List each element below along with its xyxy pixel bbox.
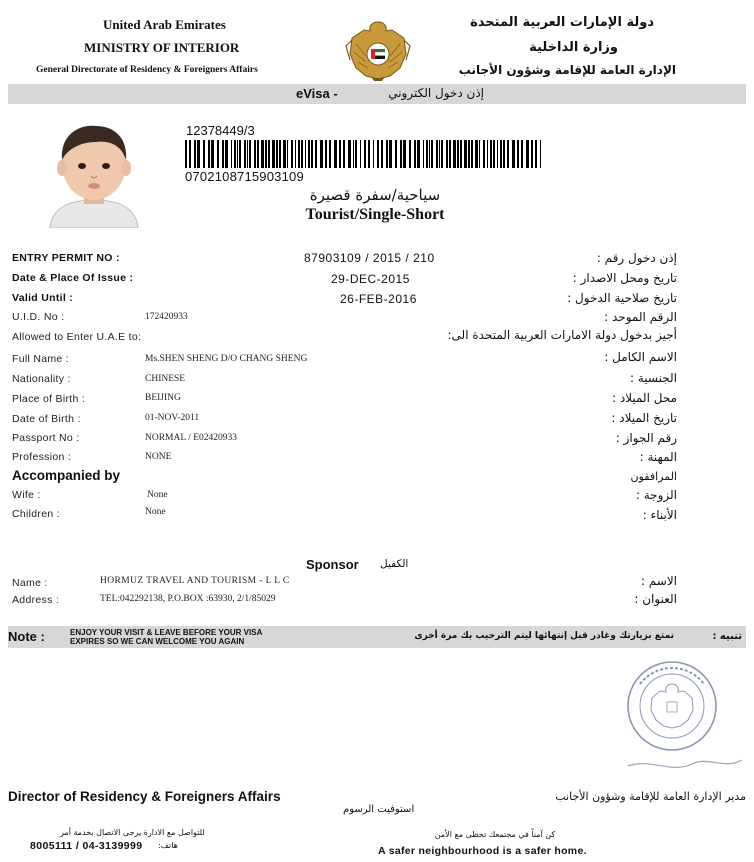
barcode-bar: [283, 140, 286, 168]
barcode-bar: [468, 140, 470, 168]
barcode-bar: [222, 140, 224, 168]
barcode-bar: [194, 140, 196, 168]
note-label: Note :: [8, 629, 45, 644]
nationality-value: CHINESE: [145, 374, 186, 384]
uae-emblem-icon: [342, 16, 414, 82]
evisa-title-ar: إذن دخول الكتروني: [388, 86, 484, 100]
barcode-bar: [279, 140, 281, 168]
sponsor-name-label-ar: الاسم :: [640, 574, 677, 588]
valid-until-label: Valid Until :: [12, 292, 74, 304]
barcode-bar: [479, 140, 480, 168]
issue-value: 29-DEC-2015: [331, 272, 410, 286]
phone-label-ar: هاتف:: [158, 841, 178, 850]
date-of-birth-label-ar: تاريخ الميلاد :: [611, 411, 677, 425]
nationality-label-ar: الجنسية :: [630, 371, 677, 385]
barcode-bar: [526, 140, 529, 168]
barcode-bar: [320, 140, 323, 168]
barcode-bar: [364, 140, 366, 168]
wife-label: Wife :: [12, 489, 41, 501]
barcode-bar: [414, 140, 416, 168]
contact-line-ar: للتواصل مع الادارة يرجى الاتصال بخدمة أمر: [60, 828, 205, 837]
barcode-bar: [423, 140, 424, 168]
barcode-bar: [464, 140, 467, 168]
header-country-ar: دولة الإمارات العربية المتحدة: [470, 15, 654, 30]
barcode-bar: [339, 140, 341, 168]
sponsor-address-label: Address :: [12, 594, 60, 606]
header-country: United Arab Emirates: [103, 17, 226, 32]
barcode-bar: [436, 140, 438, 168]
entry-permit-label-ar: إذن دخول رقم :: [596, 251, 677, 265]
note-text-line2: EXPIRES SO WE CAN WELCOME YOU AGAIN: [70, 637, 245, 646]
passport-value: NORMAL / E02420933: [145, 433, 238, 443]
full-name-value: Ms.SHEN SHENG D/O CHANG SHENG: [145, 354, 308, 364]
wife-value: None: [147, 490, 168, 500]
barcode-bar: [254, 140, 256, 168]
passport-label: Passport No :: [12, 432, 80, 444]
barcode-bar: [535, 140, 537, 168]
barcode-bar: [475, 140, 478, 168]
barcode-bar: [334, 140, 337, 168]
issue-label: Date & Place Of Issue :: [12, 272, 134, 284]
official-stamp: [612, 654, 746, 780]
barcode-bar: [276, 140, 278, 168]
barcode-bar: [368, 140, 370, 168]
director-title-ar: مدير الإدارة العامة للإقامة وشؤون الأجانب: [555, 790, 746, 803]
barcode-bar: [395, 140, 397, 168]
barcode-bar: [197, 140, 200, 168]
barcode-bar: [247, 140, 248, 168]
valid-until-label-ar: تاريخ صلاحية الدخول :: [567, 291, 677, 305]
barcode-bar: [265, 140, 267, 168]
children-label-ar: الأبناء :: [642, 508, 677, 522]
barcode-bar: [217, 140, 219, 168]
barcode-bar: [295, 140, 296, 168]
barcode-bar: [512, 140, 515, 168]
barcode-bar: [431, 140, 433, 168]
barcode-bar: [381, 140, 383, 168]
barcode-bar: [471, 140, 473, 168]
barcode-bar: [403, 140, 406, 168]
barcode-bar: [353, 140, 354, 168]
director-title: Director of Residency & Foreigners Affairs: [8, 789, 281, 804]
barcode-bar: [315, 140, 317, 168]
barcode-bar: [373, 140, 374, 168]
header-ministry: MINISTRY OF INTERIOR: [84, 40, 240, 55]
evisa-title: eVisa -: [296, 86, 338, 101]
barcode-bar: [490, 140, 492, 168]
barcode-number: 0702108715903109: [185, 169, 304, 184]
barcode-bar: [208, 140, 210, 168]
barcode-bar: [409, 140, 411, 168]
barcode-bar: [417, 140, 420, 168]
barcode-bar: [426, 140, 428, 168]
barcode-bar: [257, 140, 259, 168]
barcode-bar: [348, 140, 351, 168]
barcode-bar: [291, 140, 293, 168]
barcode-bar: [507, 140, 509, 168]
barcode-bar: [225, 140, 228, 168]
entry-permit-label: ENTRY PERMIT NO :: [12, 252, 120, 264]
barcode-bar: [503, 140, 505, 168]
sponsor-heading-ar: الكفيل: [380, 558, 409, 570]
barcode-bar: [531, 140, 533, 168]
barcode-bar: [457, 140, 459, 168]
barcode-bar: [487, 140, 488, 168]
allowed-label-ar: أجيز بدخول دولة الامارات العربية المتحدة الى:: [447, 328, 677, 342]
profession-value: NONE: [145, 452, 172, 462]
barcode-bar: [325, 140, 327, 168]
children-label: Children :: [12, 508, 60, 520]
barcode-bar: [483, 140, 485, 168]
sponsor-heading: Sponsor: [306, 557, 359, 572]
barcode-bar: [287, 140, 288, 168]
barcode-bar: [460, 140, 462, 168]
accompanied-heading: Accompanied by: [12, 468, 121, 483]
barcode-bar: [521, 140, 523, 168]
barcode-bar: [517, 140, 519, 168]
children-value: None: [145, 507, 166, 517]
sponsor-name-label: Name :: [12, 577, 48, 589]
barcode-bar: [234, 140, 236, 168]
profession-label: Profession :: [12, 451, 72, 463]
visa-type: Tourist/Single-Short: [305, 206, 445, 223]
barcode-bar: [441, 140, 443, 168]
barcode-bar: [439, 140, 440, 168]
evisa-title-band: [8, 84, 746, 104]
contact-phone: 8005111 / 04-3139999: [30, 840, 143, 852]
barcode-bar: [446, 140, 448, 168]
issue-label-ar: تاريخ ومحل الاصدار :: [572, 271, 677, 285]
profession-label-ar: المهنة :: [639, 450, 677, 464]
sponsor-address-label-ar: العنوان :: [634, 592, 677, 606]
barcode-bar: [453, 140, 456, 168]
barcode-bar: [261, 140, 264, 168]
header-directorate-ar: الإدارة العامة للإقامة وشؤون الأجانب: [458, 63, 676, 77]
header-directorate: General Directorate of Residency & Foreigners Affairs: [36, 65, 258, 75]
barcode-bar: [231, 140, 232, 168]
visa-file-number: 12378449/3: [186, 123, 255, 138]
barcode-bar: [389, 140, 392, 168]
full-name-label-ar: الاسم الكامل :: [604, 350, 677, 364]
barcode-bar: [449, 140, 451, 168]
nationality-label: Nationality :: [12, 373, 71, 385]
slogan-ar: كن آمناً في مجتمعك تحظى مع الأمن: [434, 830, 556, 839]
uid-label: U.I.D. No :: [12, 311, 65, 323]
barcode-bar: [249, 140, 251, 168]
barcode-bar: [244, 140, 246, 168]
place-of-birth-label-ar: محل الميلاد :: [612, 391, 677, 405]
barcode-bar: [493, 140, 495, 168]
wife-label-ar: الزوجة :: [635, 488, 677, 502]
barcode-bar: [272, 140, 275, 168]
header-ministry-ar: وزارة الداخلية: [529, 40, 618, 55]
place-of-birth-label: Place of Birth :: [12, 393, 86, 405]
allowed-label: Allowed to Enter U.A.E to:: [12, 331, 142, 343]
accompanied-heading-ar: المرافقون: [630, 470, 677, 483]
sponsor-name-value: HORMUZ TRAVEL AND TOURISM - L L C: [100, 576, 290, 586]
date-of-birth-value: 01-NOV-2011: [145, 413, 200, 423]
uid-value: 172420933: [145, 312, 188, 322]
barcode-bar: [311, 140, 313, 168]
barcode-bar: [239, 140, 241, 168]
barcode-bar: [377, 140, 379, 168]
barcode-bar: [355, 140, 357, 168]
barcode-bar: [308, 140, 310, 168]
barcode-bar: [237, 140, 238, 168]
barcode-bar: [305, 140, 306, 168]
barcode-bar: [540, 140, 541, 168]
barcode-bar: [400, 140, 402, 168]
note-text-line1: ENJOY YOUR VISIT & LEAVE BEFORE YOUR VISA: [70, 628, 263, 637]
applicant-photo: [44, 120, 144, 228]
uid-label-ar: الرقم الموحد :: [604, 310, 677, 324]
place-of-birth-value: BEIJING: [145, 393, 181, 403]
barcode-bar: [203, 140, 205, 168]
passport-label-ar: رقم الجواز :: [615, 431, 677, 445]
date-of-birth-label: Date of Birth :: [12, 413, 81, 425]
barcode-bar: [298, 140, 300, 168]
note-text-ar: تمتع بزيارتك وغادر قبل إنتهائها ليتم الترحيب بك مرة أخرى: [414, 631, 674, 641]
barcode-bar: [343, 140, 345, 168]
barcode-bar: [185, 140, 187, 168]
sponsor-address-value: TEL:042292138, P.O.BOX :63930, 2/1/85029: [100, 594, 276, 604]
barcode: [185, 140, 541, 168]
slogan: A safer neighbourhood is a safer home.: [378, 845, 587, 857]
barcode-bar: [211, 140, 214, 168]
barcode-bar: [301, 140, 303, 168]
barcode-bar: [360, 140, 361, 168]
note-label-ar: تنبيه :: [712, 631, 742, 642]
valid-until-value: 26-FEB-2016: [340, 292, 417, 306]
barcode-bar: [386, 140, 388, 168]
barcode-bar: [429, 140, 430, 168]
entry-permit-value: 87903109 / 2015 / 210: [304, 251, 435, 265]
barcode-bar: [268, 140, 270, 168]
barcode-bar: [189, 140, 191, 168]
fees-paid-ar: استوفيت الرسوم: [343, 804, 415, 815]
barcode-bar: [500, 140, 502, 168]
visa-type-ar: سياحية/سفرة قصيرة: [309, 186, 441, 204]
full-name-label: Full Name :: [12, 353, 69, 365]
barcode-bar: [497, 140, 498, 168]
barcode-bar: [329, 140, 331, 168]
